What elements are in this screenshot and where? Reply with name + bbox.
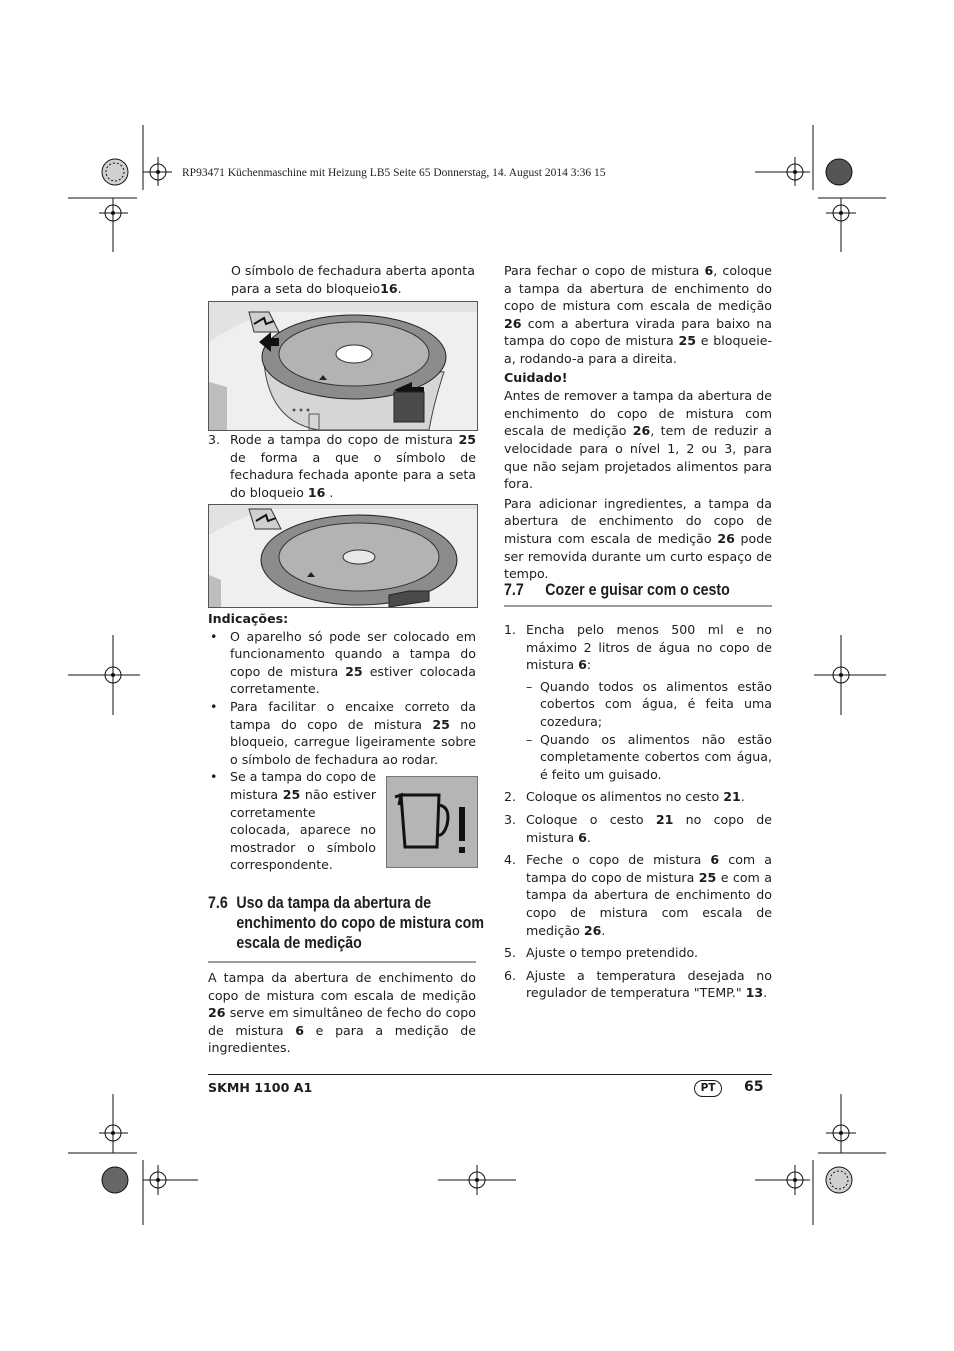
- note-3: • Se a tampa do copo de mistura 25 não estiver corretamente colocada, aparece no mostrador o símbolo correspondente.: [210, 769, 376, 873]
- close-lid-paragraph: Para fechar o copo de mistura 6, coloque a tampa da abertura de enchimento do copo de mistura com escala de medição 26 com a abertura virada para baixo na tampa do copo de mistura 25 e bloqueie-a, rodando-a para a direita.: [504, 263, 772, 366]
- section-7-7-steps: [504, 621, 772, 1002]
- caution-paragraph: Antes de remover a tampa da abertura de enchimento do copo de mistura com escala de medição 26, tem de reduzir a velocidade para o nível 1, 2 ou 3, para que não sejam projetados alimentos para fora.: [504, 388, 772, 492]
- lid-unlocked-illustration: [209, 302, 477, 430]
- note-2: • Para facilitar o encaixe correto da tampa do copo de mistura 25 no bloqueio, carregue ligeiramente sobre o símbolo de fechadura ao rodar.: [210, 698, 476, 767]
- step-2: 2. Coloque os alimentos no cesto 21.: [504, 789, 745, 805]
- page-number: 65: [744, 1079, 764, 1095]
- section-7-7-rule: [504, 605, 772, 607]
- section-7-6-heading: 7.6 Uso da tampa da abertura de enchimento do copo de mistura com escala de medição: [208, 894, 484, 952]
- section-7-6-number: 7.6: [208, 894, 228, 912]
- step-3: 3. Rode a tampa do copo de mistura 25 de forma a que o símbolo de fechadura fechada aponte para a seta do bloqueio 16 .: [208, 432, 476, 500]
- print-slug: RP93471 Küchenmaschine mit Heizung LB5 Seite 65 Donnerstag, 14. August 2014 3:36 15: [182, 167, 606, 179]
- note-1: • O aparelho só pode ser colocado em funcionamento quando a tampa do copo de mistura 25 estiver colocada corretamente.: [210, 628, 476, 697]
- step-3-right: 3. Coloque o cesto 21 no copo de mistura 6.: [504, 811, 772, 845]
- figure-lid-locked: [208, 504, 478, 608]
- jug-exclamation-icon: [387, 777, 477, 867]
- add-ingredients-paragraph: Para adicionar ingredientes, a tampa da abertura de enchimento do copo de mistura com escala de medição 26 pode ser removida durante um curto espaço de tempo.: [504, 495, 772, 582]
- step-1: 1. Encha pelo menos 500 ml e no máximo 2 litros de água no copo de mistura 6:: [504, 622, 772, 673]
- step-1-dash-1: – Quando todos os alimentos estão cobertos com água, é feita uma cozedura;: [526, 678, 772, 729]
- right-column-top: [504, 262, 772, 583]
- step-1-dash-2: – Quando os alimentos não estão completamente cobertos com água, é feito um guisado.: [526, 731, 772, 782]
- footer-rule: [208, 1074, 772, 1075]
- left-column: [208, 262, 476, 297]
- section-7-7-number: 7.7: [504, 581, 524, 599]
- notes-label: Indicações:: [208, 611, 289, 626]
- intro-text: O símbolo de fechadura aberta aponta para a seta do bloqueio16.: [231, 263, 475, 296]
- lid-locked-illustration: [209, 505, 477, 607]
- section-7-6-rule: [208, 961, 476, 963]
- footer-model: SKMH 1100 A1: [208, 1080, 313, 1095]
- left-step-3: [208, 431, 476, 501]
- section-7-7-heading: 7.7 Cozer e guisar com o cesto: [504, 581, 730, 599]
- step-6: 6. Ajuste a temperatura desejada no regulador de temperatura "TEMP." 13.: [504, 967, 772, 1001]
- caution-label: Cuidado!: [504, 369, 568, 385]
- step-5: 5. Ajuste o tempo pretendido.: [504, 945, 698, 961]
- section-7-6-body: A tampa da abertura de enchimento do copo de mistura com escala de medição 26 serve em simultâneo de fecho do copo de mistura 6 e para a medição de ingredientes.: [208, 970, 476, 1056]
- figure-lid-unlocked: [208, 301, 478, 431]
- step-4: 4. Feche o copo de mistura 6 com a tampa do copo de mistura 25 e com a tampa da abertura de enchimento do copo de mistura com escala de medição 26.: [504, 852, 772, 938]
- lid-warning-icon: [386, 776, 478, 868]
- language-badge: PT: [694, 1080, 722, 1097]
